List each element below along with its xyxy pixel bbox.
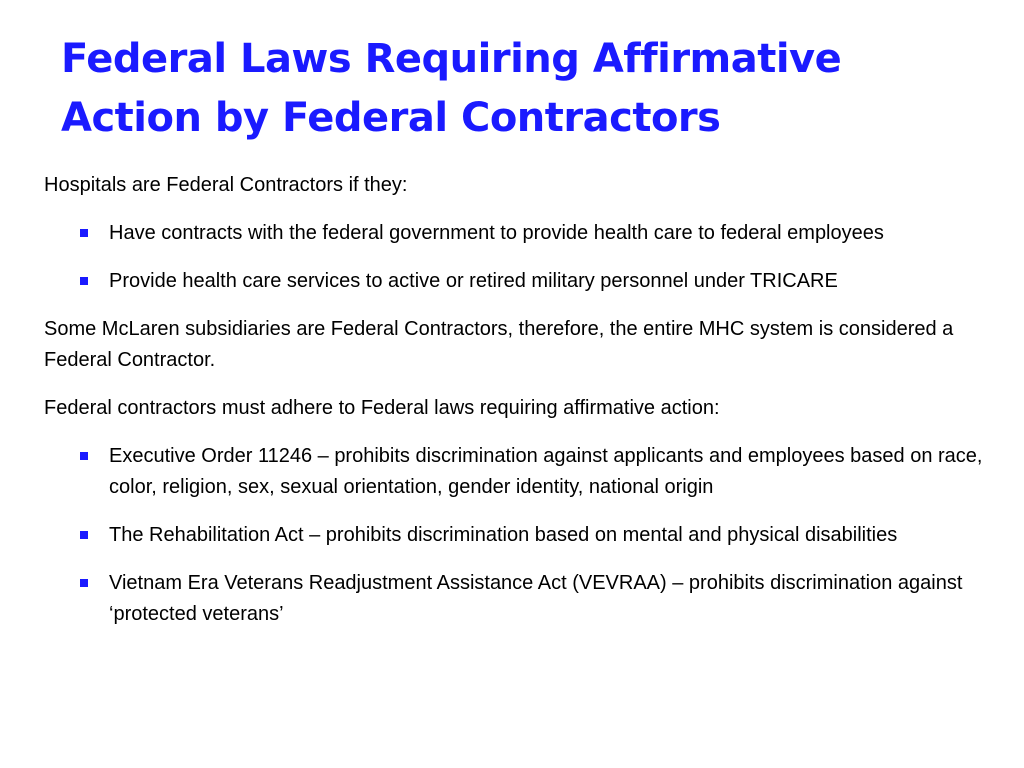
list-item-text: The Rehabilitation Act – prohibits discrimination based on mental and physical disabilities xyxy=(109,524,898,546)
slide-title xyxy=(61,30,981,148)
square-bullet-icon xyxy=(80,452,88,460)
list-item xyxy=(44,520,984,551)
slide-title-line-1: Federal Laws Requiring Affirmative xyxy=(61,36,842,82)
square-bullet-icon xyxy=(80,229,88,237)
mclaren-statement: Some McLaren subsidiaries are Federal Contractors, therefore, the entire MHC system is considered a Federal Contractor. xyxy=(44,318,954,371)
list-item-text: Have contracts with the federal government to provide health care to federal employees xyxy=(109,222,884,244)
list-item xyxy=(44,568,984,630)
laws-list xyxy=(44,441,984,630)
slide-body xyxy=(44,170,984,647)
square-bullet-icon xyxy=(80,277,88,285)
square-bullet-icon xyxy=(80,579,88,587)
list-item-text: Provide health care services to active or retired military personnel under TRICARE xyxy=(109,270,838,292)
list-item-text: Executive Order 11246 – prohibits discrimination against applicants and employees based on race, color, religion, sex, sexual orientation, gender identity, national origin xyxy=(109,445,983,498)
square-bullet-icon xyxy=(80,531,88,539)
list-item xyxy=(44,218,984,249)
contractor-criteria-list xyxy=(44,218,984,297)
list-item xyxy=(44,266,984,297)
laws-intro-text: Federal contractors must adhere to Federal laws requiring affirmative action: xyxy=(44,397,720,419)
slide-title-line-2: Action by Federal Contractors xyxy=(61,95,721,141)
intro-text: Hospitals are Federal Contractors if they: xyxy=(44,174,408,196)
list-item-text: Vietnam Era Veterans Readjustment Assistance Act (VEVRAA) – prohibits discrimination against ‘protected veterans’ xyxy=(109,572,963,625)
list-item xyxy=(44,441,984,503)
